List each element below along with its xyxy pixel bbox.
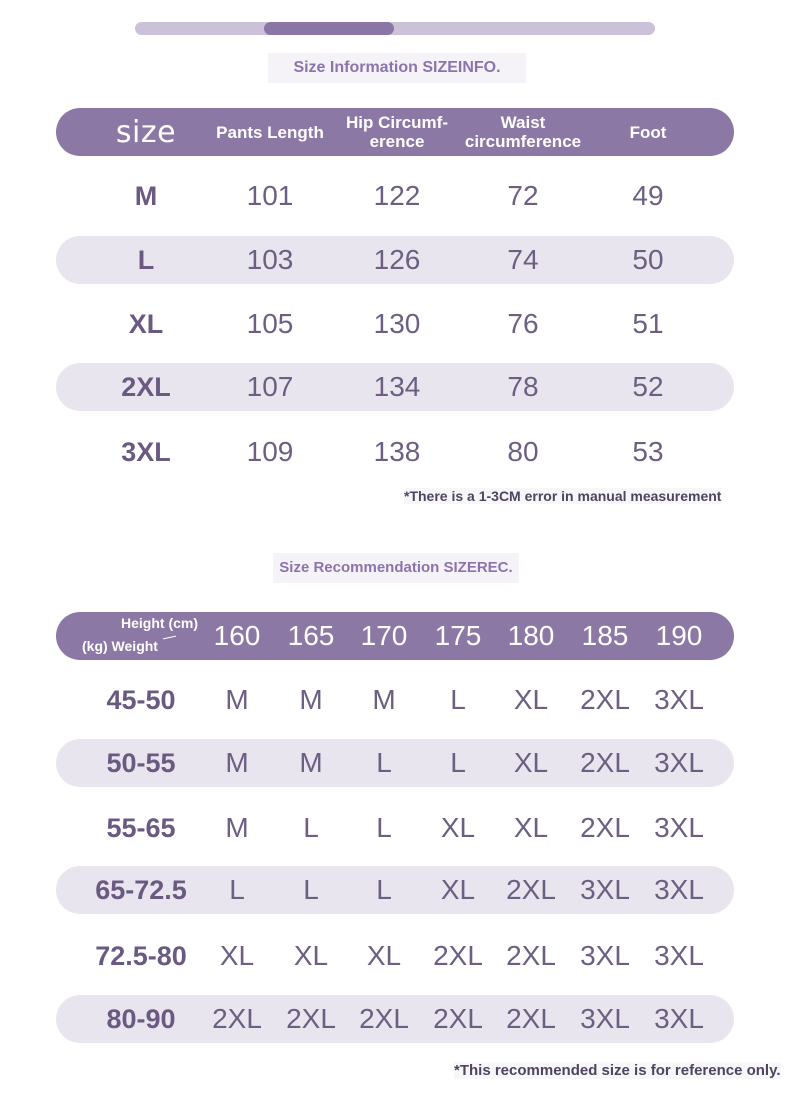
rec-size: 2XL <box>286 1003 336 1034</box>
waist-value: 74 <box>507 244 539 275</box>
weight-range: 80-90 <box>106 1003 176 1034</box>
pants-length-value: 105 <box>246 308 294 339</box>
size-table-header <box>56 108 734 156</box>
size-table-row <box>56 236 734 284</box>
size-label: 2XL <box>121 371 171 402</box>
rec-table-row <box>56 676 734 724</box>
waist-value: 72 <box>507 180 539 211</box>
rec-size: 2XL <box>580 684 630 715</box>
rec-size: 2XL <box>433 940 483 971</box>
rec-size: 3XL <box>580 940 630 971</box>
scrollbar-thumb[interactable] <box>264 22 394 35</box>
rec-size: M <box>225 747 249 778</box>
foot-value: 49 <box>632 180 664 211</box>
rec-size: XL <box>293 940 329 971</box>
rec-size: XL <box>366 940 402 971</box>
rec-size: 3XL <box>654 940 704 971</box>
rec-size: XL <box>513 684 549 715</box>
rec-size: 2XL <box>212 1003 262 1034</box>
size-label: XL <box>128 308 164 339</box>
rec-table-row <box>56 866 734 914</box>
header-foot: Foot <box>629 122 667 142</box>
rec-size: M <box>299 684 323 715</box>
waist-value: 76 <box>507 308 539 339</box>
height-190: 190 <box>655 620 703 651</box>
reference-note: *This recommended size is for reference only. <box>454 1062 781 1079</box>
hip-value: 130 <box>373 308 421 339</box>
rec-table-row <box>56 932 734 980</box>
rec-size: L <box>450 747 466 778</box>
rec-size: 2XL <box>506 874 556 905</box>
waist-value: 78 <box>507 371 539 402</box>
rec-size: XL <box>513 747 549 778</box>
size-table-row <box>56 363 734 411</box>
measurement-note: *There is a 1-3CM error in manual measurement <box>404 488 722 504</box>
size-label: 3XL <box>121 436 171 467</box>
rec-size: L <box>303 812 319 843</box>
rec-table-row <box>56 739 734 787</box>
rec-size: XL <box>440 874 476 905</box>
hip-value: 134 <box>373 371 421 402</box>
pants-length-value: 109 <box>246 436 294 467</box>
pants-length-value: 107 <box>246 371 294 402</box>
rec-size: 3XL <box>654 1003 704 1034</box>
rec-size: 2XL <box>506 1003 556 1034</box>
rec-size: 2XL <box>580 812 630 843</box>
weight-range: 45-50 <box>106 684 176 715</box>
rec-size: 3XL <box>654 812 704 843</box>
rec-size: M <box>372 684 396 715</box>
rec-size: M <box>299 747 323 778</box>
size-table-row <box>56 172 734 220</box>
rec-size: 2XL <box>580 747 630 778</box>
hip-value: 126 <box>373 244 421 275</box>
weight-range: 72.5-80 <box>95 940 187 971</box>
rec-size: 3XL <box>580 1003 630 1034</box>
rec-size: L <box>229 874 245 905</box>
size-table-row <box>56 300 734 348</box>
rec-size: 3XL <box>580 874 630 905</box>
header-waist-circumference: Waist circumference <box>464 113 582 151</box>
rec-table-header <box>56 612 734 660</box>
foot-value: 53 <box>632 436 664 467</box>
rec-table-row <box>56 804 734 852</box>
pants-length-value: 101 <box>246 180 294 211</box>
rec-size: L <box>376 874 392 905</box>
size-label: L <box>137 244 155 275</box>
rec-size: M <box>225 812 249 843</box>
size-table-row <box>56 428 734 476</box>
rec-size: XL <box>513 812 549 843</box>
rec-size: L <box>376 747 392 778</box>
pants-length-value: 103 <box>246 244 294 275</box>
rec-size: L <box>376 812 392 843</box>
foot-value: 52 <box>632 371 664 402</box>
size-rec-title: Size Recommendation SIZEREC. <box>273 553 519 583</box>
height-180: 180 <box>507 620 555 651</box>
size-info-title: Size Information SIZEINFO. <box>268 53 526 83</box>
rec-size: L <box>303 874 319 905</box>
corner-divider <box>163 636 176 640</box>
weight-range: 55-65 <box>106 812 176 843</box>
foot-value: 51 <box>632 308 664 339</box>
corner-weight-label: (kg) Weight <box>82 638 158 654</box>
height-170: 170 <box>360 620 408 651</box>
rec-size: 3XL <box>654 747 704 778</box>
rec-size: 3XL <box>654 874 704 905</box>
weight-range: 50-55 <box>106 747 176 778</box>
height-165: 165 <box>287 620 335 651</box>
header-hip-circumference: Hip Circumf- erence <box>346 113 448 151</box>
corner-height-label: Height (cm) <box>121 615 198 631</box>
rec-size: 2XL <box>359 1003 409 1034</box>
height-175: 175 <box>434 620 482 651</box>
rec-size: XL <box>219 940 255 971</box>
size-label: M <box>134 180 158 211</box>
rec-table-row <box>56 995 734 1043</box>
rec-size: L <box>450 684 466 715</box>
header-pants-length: Pants Length <box>216 122 324 142</box>
scrollbar-track[interactable] <box>135 22 655 35</box>
height-185: 185 <box>581 620 629 651</box>
header-size: size <box>115 114 177 150</box>
hip-value: 138 <box>373 436 421 467</box>
rec-size: M <box>225 684 249 715</box>
rec-size: XL <box>440 812 476 843</box>
foot-value: 50 <box>632 244 664 275</box>
rec-size: 2XL <box>506 940 556 971</box>
height-160: 160 <box>213 620 261 651</box>
waist-value: 80 <box>507 436 539 467</box>
rec-size: 2XL <box>433 1003 483 1034</box>
rec-size: 3XL <box>654 684 704 715</box>
hip-value: 122 <box>373 180 421 211</box>
weight-range: 65-72.5 <box>95 874 187 905</box>
